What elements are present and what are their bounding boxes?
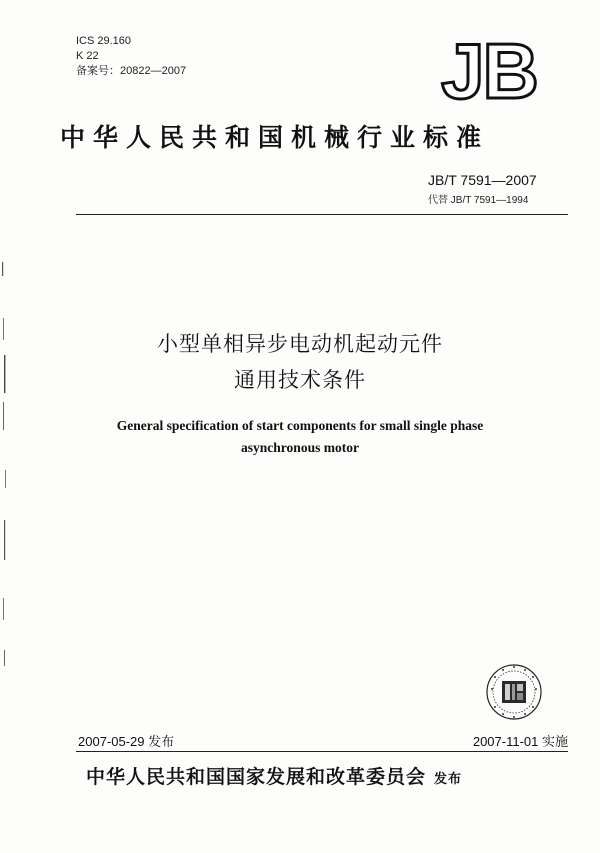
filing-number: 备案号：20822—2007 [76, 65, 187, 77]
title-chinese-line2: 通用技术条件 [234, 368, 366, 392]
implementation-date: 2007-11-01 实施 [472, 734, 568, 749]
classification-code: K 22 [76, 50, 99, 62]
ics-code: ICS 29.160 [76, 35, 132, 47]
title-english-line1: General specification of start components for small single phase [116, 418, 484, 433]
publisher-seal-icon [484, 662, 544, 722]
title-english-line2: asynchronous motor [241, 440, 359, 455]
footer-divider [76, 751, 568, 752]
issue-date: 2007-05-29 发布 [78, 734, 175, 749]
issuer-suffix: 发布 [434, 772, 463, 787]
title-chinese-line1: 小型单相异步电动机起动元件 [157, 332, 443, 356]
header-divider [76, 214, 568, 215]
standard-number: JB/T 7591—2007 [428, 172, 537, 188]
standard-category-title: 中华人民共和国机械行业标准 [60, 123, 490, 152]
jb-logo-text: JB [441, 36, 537, 106]
issuing-authority [86, 762, 462, 789]
replaces-standard: 代替 JB/T 7591—1994 [428, 195, 529, 206]
issuer-name: 中华人民共和国国家发展和改革委员会 [86, 766, 427, 788]
jb-logo [436, 36, 542, 106]
